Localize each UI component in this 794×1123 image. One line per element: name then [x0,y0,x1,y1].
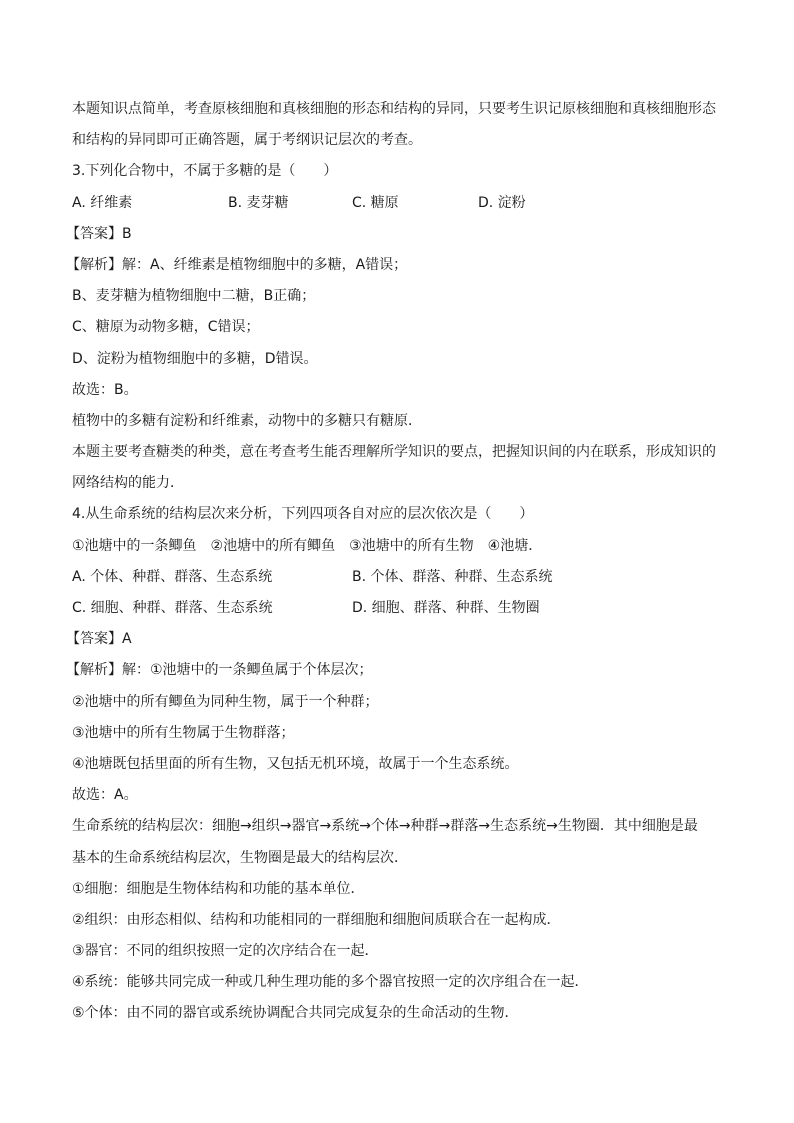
question-3-stem: 3.下列化合物中，不属于多糖的是（ ） [72,163,338,180]
analysis-label: 【解析】 [66,256,122,273]
intro-line-2: 和结构的异同即可正确答题，属于考纲识记层次的考查。 [72,132,422,149]
question-4-stem: 4.从生命系统的结构层次来分析，下列四项各自对应的层次依次是（ ） [72,506,534,523]
q3-option-c: C. 糖原 [352,194,399,211]
q3-analysis-line: D、淀粉为植物细胞中的多糖，D错误。 [72,350,318,367]
q4-analysis-line: ④池塘既包括里面的所有生物，又包括无机环境，故属于一个生态系统。 [72,755,519,772]
q3-analysis-line: 网络结构的能力． [72,475,184,492]
question-4-items: ①池塘中的一条鲫鱼 ②池塘中的所有鲫鱼 ③池塘中的所有生物 ④池塘． [72,537,543,554]
q3-option-b: B. 麦芽糖 [228,194,289,211]
intro-line-1: 本题知识点简单，考查原核细胞和真核细胞的形态和结构的异同，只要考生识记原核细胞和真核细胞形态 [72,101,716,117]
q4-analysis-line: ③池塘中的所有生物属于生物群落； [72,724,295,741]
q4-analysis-line: ①细胞：细胞是生物体结构和功能的基本单位． [72,880,365,897]
question-4-answer [66,629,732,660]
question-4-options-row-2 [72,598,732,629]
q4-option-a: A. 个体、种群、群落、生态系统 [72,568,273,585]
q3-analysis-line: B、麦芽糖为植物细胞中二糖，B正确； [72,288,316,305]
q4-analysis-line: 基本的生命系统结构层次，生物圈是最大的结构层次． [72,849,408,866]
q3-option-d: D. 淀粉 [478,194,526,211]
document-body [66,99,732,1035]
q4-analysis-line: ④系统：能够共同完成一种或几种生理功能的多个器官按照一定的次序组合在一起． [72,974,589,991]
q4-analysis-line: ②池塘中的所有鲫鱼为同种生物，属于一个种群； [72,693,379,710]
question-4-options-row-1 [72,567,732,598]
q4-option-c: C. 细胞、种群、群落、生态系统 [72,600,273,616]
q4-analysis-line: ③器官：不同的组织按照一定的次序结合在一起． [72,943,379,960]
q3-analysis-line: C、糖原为动物多糖，C错误； [72,319,260,336]
q4-analysis-line: ②组织：由形态相似、结构和功能相同的一群细胞和细胞间质联合在一起构成． [72,911,561,928]
answer-value: A [122,631,132,648]
q3-option-a: A. 纤维素 [72,194,133,211]
q4-option-b: B. 个体、群落、种群、生态系统 [352,568,553,585]
q4-analysis-line: ⑤个体：由不同的器官或系统协调配合共同完成复杂的生命活动的生物． [72,1005,519,1022]
analysis-text: 解：①池塘中的一条鲫鱼属于个体层次； [122,662,373,679]
answer-label: 【答案】 [66,631,122,648]
analysis-text: 解：A、纤维素是植物细胞中的多糖，A错误； [122,256,408,273]
q4-option-d: D. 细胞、群落、种群、生物圈 [352,600,540,616]
answer-label: 【答案】 [66,225,122,242]
question-3-answer [66,224,732,255]
answer-value: B [122,225,132,242]
question-3-analysis [66,255,732,286]
q3-analysis-line: 本题主要考查糖类的种类，意在考查考生能否理解所学知识的要点，把握知识间的内在联系，形成知识的 [72,444,716,461]
q3-analysis-line: 植物中的多糖有淀粉和纤维素，动物中的多糖只有糖原． [72,412,422,429]
analysis-label: 【解析】 [66,662,122,679]
q4-analysis-line: 生命系统的结构层次：细胞→组织→器官→系统→个体→种群→群落→生态系统→生物圈．其中细胞是最 [72,818,698,835]
question-3-options [72,193,732,224]
question-4-analysis [66,660,732,691]
q4-analysis-line: 故选：A。 [72,787,138,804]
q3-analysis-line: 故选：B。 [72,381,138,398]
